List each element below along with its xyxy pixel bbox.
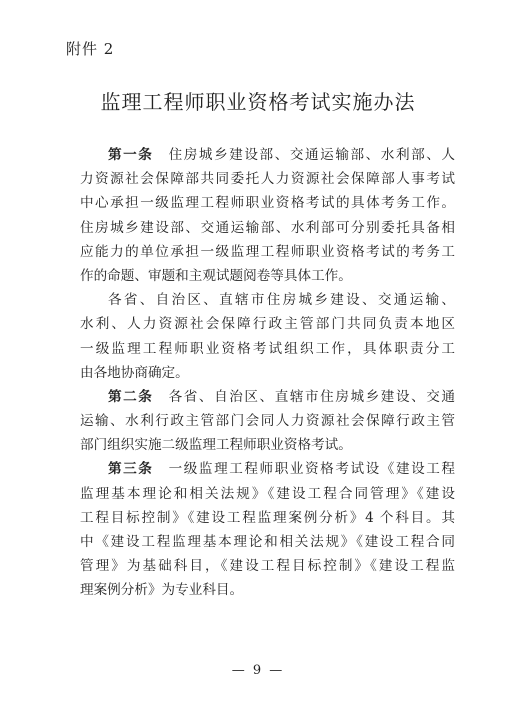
attachment-label: 附件 2	[66, 40, 115, 58]
text-line	[80, 312, 455, 336]
paragraph	[80, 288, 455, 385]
document-body	[80, 143, 455, 603]
paragraph	[80, 143, 455, 288]
text-line	[80, 167, 455, 191]
text-line	[80, 530, 455, 554]
text-line	[80, 240, 455, 264]
text-line	[80, 361, 455, 385]
line-text: 住房城乡建设部、交通运输部、水利部可分别委托具备相	[80, 219, 455, 236]
article-heading: 第一条	[108, 147, 154, 163]
text-line	[80, 554, 455, 578]
text-line	[80, 191, 455, 215]
line-text: 作的命题、审题和主观试题阅卷等具体工作。	[80, 267, 352, 284]
document-title: 监理工程师职业资格考试实施办法	[100, 90, 416, 114]
text-line	[80, 288, 455, 312]
line-text: 中《建设工程监理基本理论和相关法规》《建设工程合同	[80, 534, 455, 550]
text-line	[80, 264, 455, 288]
text-line	[80, 409, 455, 433]
line-text: 由各地协商确定。	[80, 364, 189, 381]
text-line	[80, 143, 455, 167]
line-text: 工程目标控制》《建设工程监理案例分析》4 个科目。其	[80, 509, 455, 526]
text-line	[80, 578, 455, 602]
line-text: 一级监理工程师职业资格考试组织工作，具体职责分工	[80, 340, 455, 357]
article-heading: 第三条	[108, 461, 154, 478]
line-text: 各省、自治区、直辖市住房城乡建设、交通运输、	[108, 292, 455, 309]
line-text: 各省、自治区、直辖市住房城乡建设、交通	[167, 388, 455, 405]
text-line	[80, 457, 455, 481]
paragraph	[80, 457, 455, 602]
line-text: 管理》为基础科目，《建设工程目标控制》《建设工程监	[80, 558, 455, 575]
line-text: 中心承担一级监理工程师职业资格考试的具体考务工作。	[80, 195, 455, 212]
text-line	[80, 433, 455, 457]
line-text: 住房城乡建设部、交通运输部、水利部、人	[167, 147, 455, 163]
text-line	[80, 337, 455, 361]
line-text: 一级监理工程师职业资格考试设《建设工程	[167, 461, 455, 478]
line-text: 理案例分析》为专业科目。	[80, 582, 244, 599]
page-number: — 9 —	[231, 663, 285, 678]
line-text: 监理基本理论和相关法规》《建设工程合同管理》《建设	[80, 485, 455, 502]
line-text: 应能力的单位承担一级监理工程师职业资格考试的考务工	[80, 243, 455, 260]
text-line	[80, 506, 455, 530]
text-line	[80, 216, 455, 240]
article-heading: 第二条	[108, 388, 154, 405]
line-text: 力资源社会保障部共同委托人力资源社会保障部人事考试	[80, 171, 455, 188]
line-text: 运输、水利行政主管部门会同人力资源社会保障行政主管	[80, 413, 455, 430]
text-line	[80, 385, 455, 409]
line-text: 部门组织实施二级监理工程师职业资格考试。	[80, 437, 352, 454]
text-line	[80, 482, 455, 506]
paragraph	[80, 385, 455, 458]
line-text: 水利、人力资源社会保障行政主管部门共同负责本地区	[80, 316, 455, 333]
